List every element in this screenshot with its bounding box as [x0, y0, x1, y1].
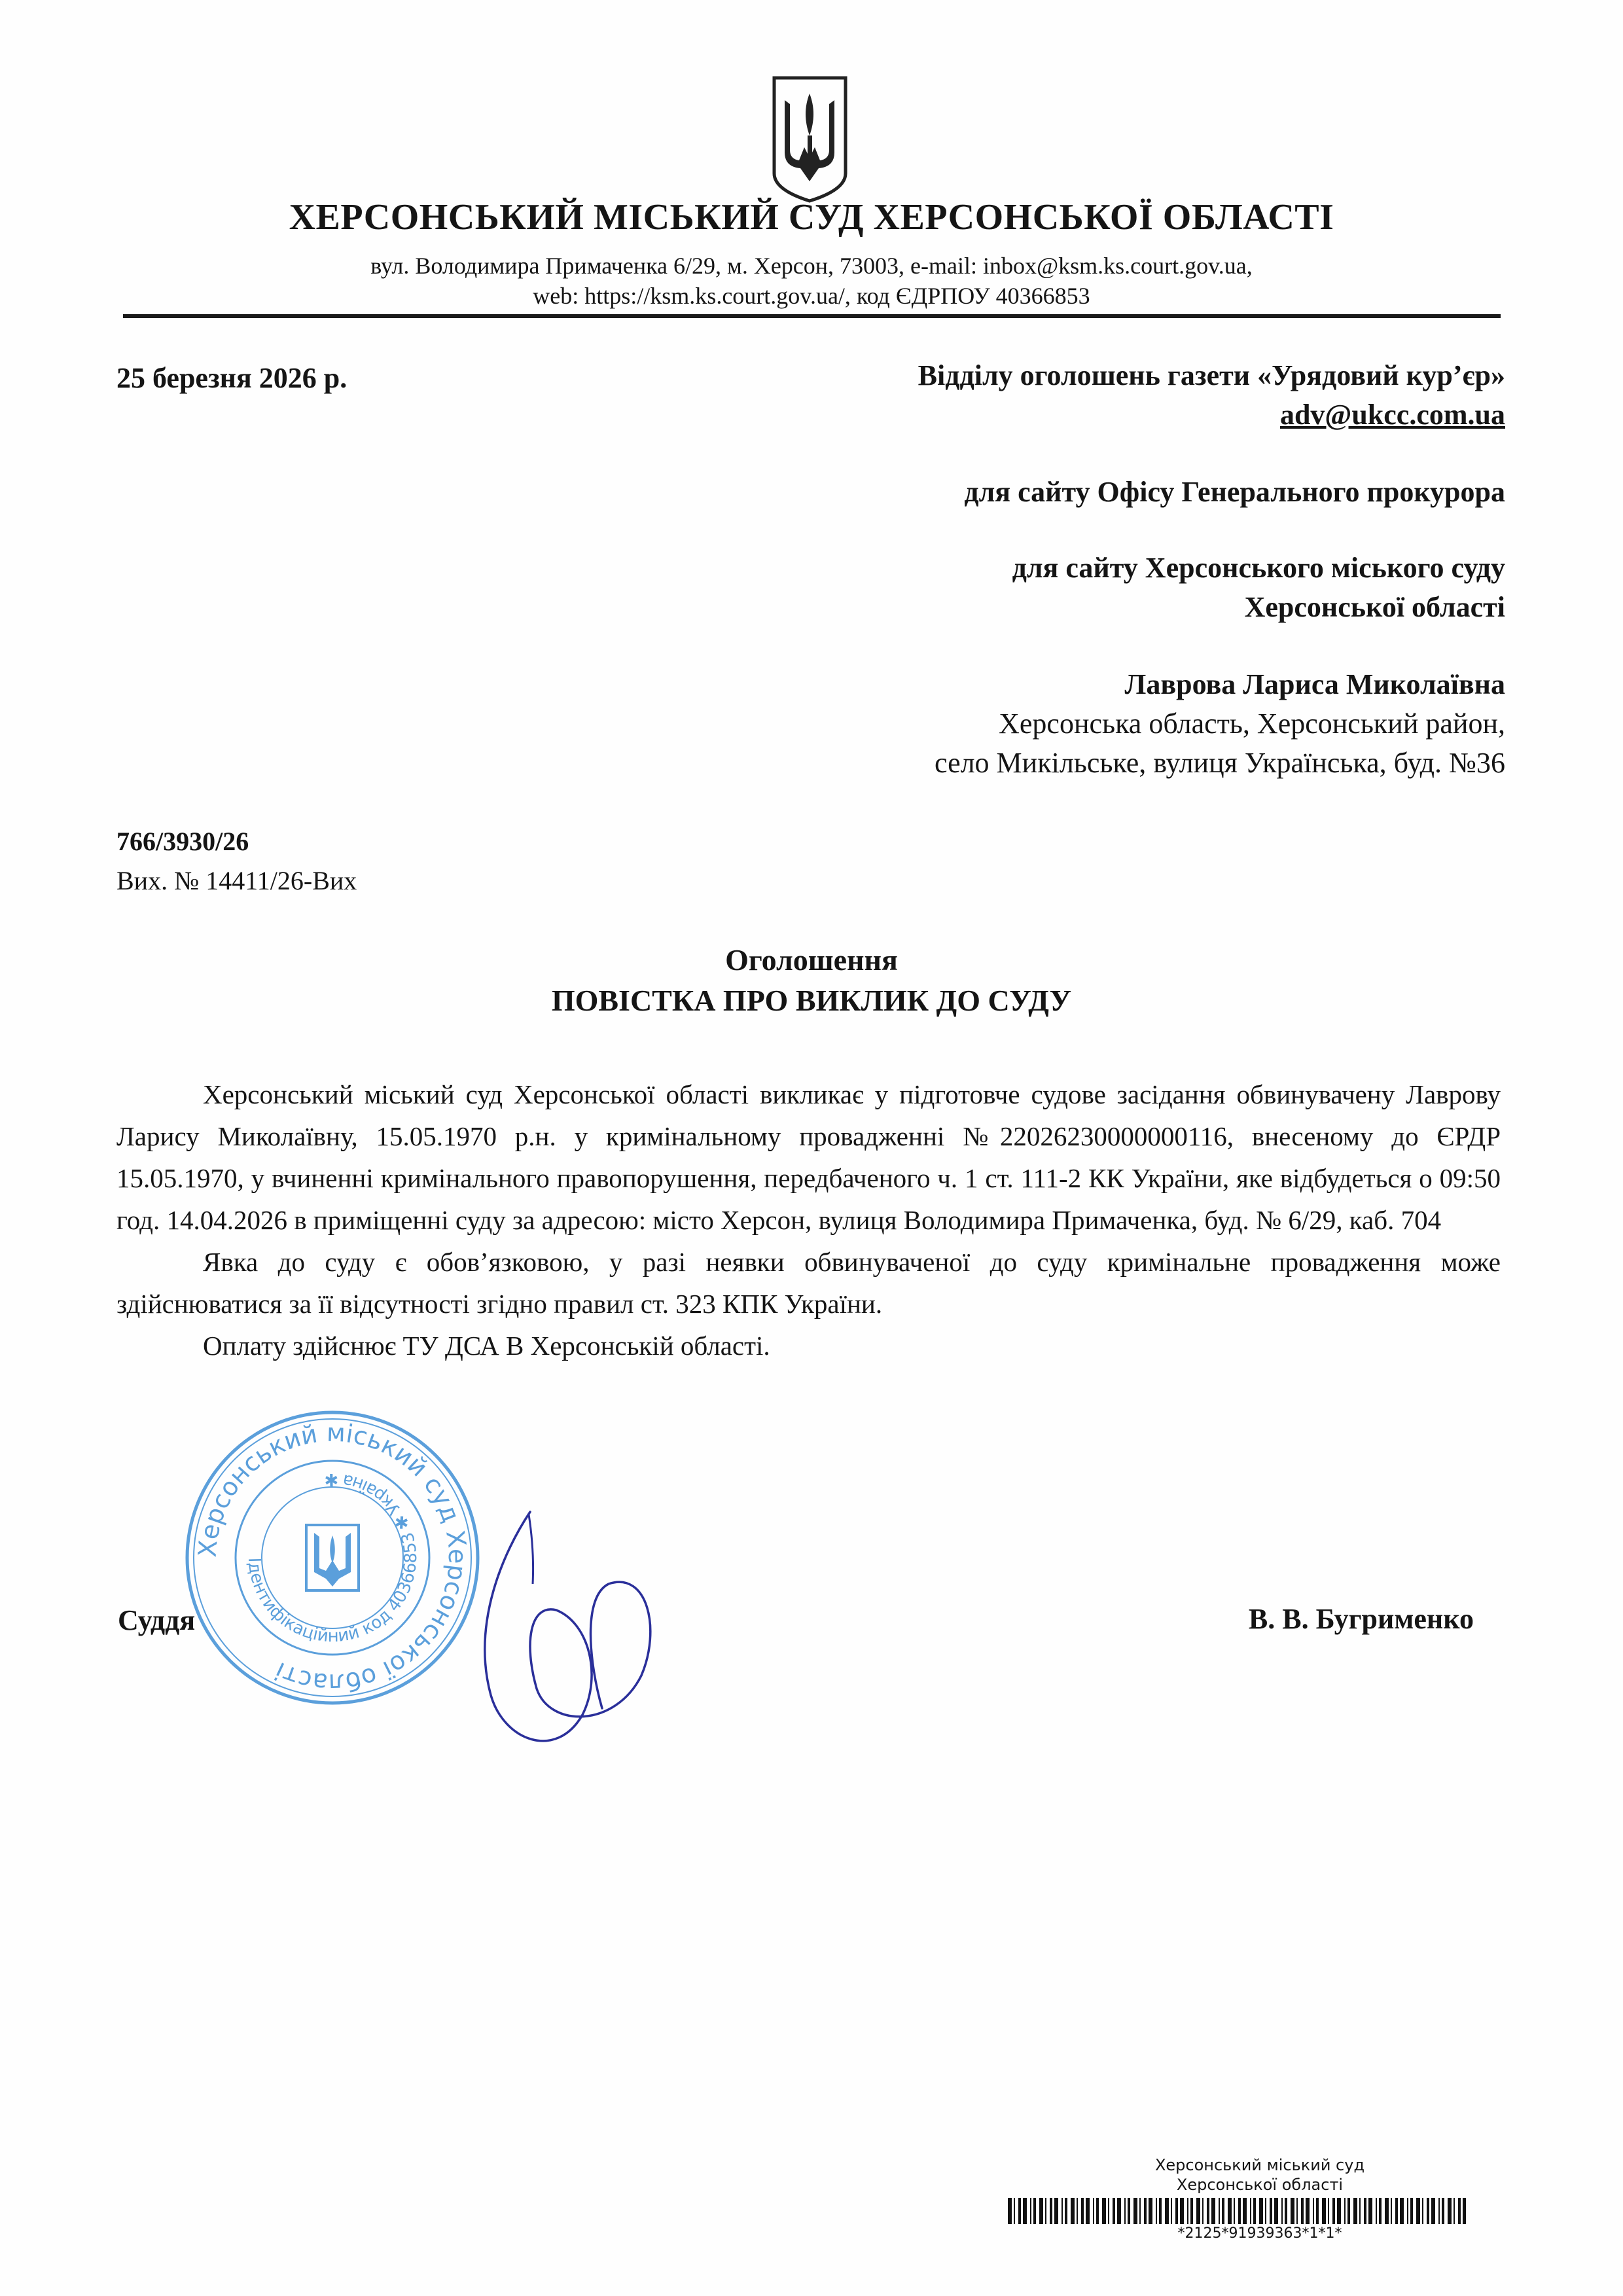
barcode-bar: [1376, 2198, 1377, 2224]
barcode-bar: [1023, 2198, 1027, 2224]
judge-label: Суддя: [118, 1604, 196, 1636]
document-barcode: [1008, 2198, 1466, 2224]
barcode-bar: [1344, 2198, 1346, 2224]
barcode-bar: [1159, 2198, 1162, 2224]
recipient-newspaper-email[interactable]: adv@ukcc.com.ua: [1279, 399, 1505, 431]
svg-text:Ідентифікаційний код 40366853: Ідентифікаційний код 40366853 ✱ Україна ✱: [243, 1469, 421, 1647]
body-paragraph: Херсонський міський суд Херсонської області викликає у підготовче судове засідання обвинувачену Лаврову Ларису Миколаївну, 15.05.1970 р.н. у кримінальному провадженні №22026230000000116, внесеному до ЄРДР 15.05.1970, у вчиненні кримінального правопорушення, передбаченого ч. 1 ст. 111-2 КК України, яке відбудеться о 09:50 год. 14.04.2026 в приміщенні суду за адресою: місто Херсон, вулиця Володимира Примаченка, буд. № 6/29, каб. 704: [116, 1079, 1501, 1235]
barcode-bar: [1149, 2198, 1152, 2224]
barcode-bar: [1050, 2198, 1052, 2224]
barcode-bar: [1096, 2198, 1099, 2224]
barcode-bar: [1117, 2198, 1121, 2224]
barcode-bar: [1250, 2198, 1251, 2224]
barcode-bar: [1385, 2198, 1389, 2224]
barcode-bar: [1086, 2198, 1090, 2224]
recipient-person-address-line1: Херсонська область, Херсонський район,: [999, 708, 1505, 740]
barcode-bar: [1180, 2198, 1184, 2224]
barcode-bar: [1207, 2198, 1209, 2224]
barcode-bar: [1274, 2198, 1278, 2224]
barcode-bar: [1196, 2198, 1200, 2224]
barcode-bar: [1291, 2198, 1294, 2224]
barcode-bar: [1077, 2198, 1078, 2224]
barcode-bar: [1337, 2198, 1341, 2224]
barcode-bar: [1156, 2198, 1157, 2224]
barcode-bar: [1463, 2198, 1466, 2224]
barcode-bar: [1211, 2198, 1215, 2224]
barcode-bar: [1171, 2198, 1172, 2224]
barcode-bar: [1416, 2198, 1420, 2224]
barcode-bar: [1407, 2198, 1408, 2224]
barcode-bar: [1454, 2198, 1455, 2224]
barcode-bar: [1030, 2198, 1031, 2224]
barcode-bar: [1285, 2198, 1287, 2224]
body-text: [116, 1073, 1501, 1367]
barcode-bar: [1071, 2198, 1075, 2224]
court-address-line2: web: https://ksm.ks.court.gov.ua/, код ЄДРПОУ 40366853: [533, 283, 1090, 309]
barcode-bar: [1296, 2198, 1298, 2224]
barcode-bar: [1238, 2198, 1241, 2224]
barcode-bar: [1039, 2198, 1043, 2224]
barcode-bar: [1219, 2198, 1220, 2224]
barcode-bar: [1093, 2198, 1094, 2224]
recipient-person-name: Лаврова Лариса Миколаївна: [1124, 668, 1505, 700]
barcode-bar: [1128, 2198, 1130, 2224]
svg-text:Херсонський міський суд Херсон: Херсонський міський суд Херсонської області: [192, 1418, 473, 1698]
court-title: ХЕРСОНСЬКИЙ МІСЬКИЙ СУД ХЕРСОНСЬКОЇ ОБЛАСТІ: [289, 197, 1334, 238]
barcode-bar: [1008, 2198, 1012, 2224]
barcode-bar: [1281, 2198, 1283, 2224]
barcode-bar: [1133, 2198, 1137, 2224]
body-paragraph: Оплату здійснює ТУ ДСА В Херсонській області.: [203, 1331, 770, 1361]
barcode-bar: [1253, 2198, 1256, 2224]
barcode-bar: [1234, 2198, 1235, 2224]
recipient-court-site-line2: Херсонської області: [1244, 591, 1505, 623]
barcode-bar: [1359, 2198, 1361, 2224]
summons-title: ПОВІСТКА ПРО ВИКЛИК ДО СУДУ: [551, 984, 1072, 1017]
barcode-bar: [1014, 2198, 1015, 2224]
recipient-newspaper-block: [918, 356, 1505, 435]
barcode-bar: [1364, 2198, 1366, 2224]
document-date: 25 березня 2026 р.: [116, 362, 348, 394]
barcode-bar: [1108, 2198, 1109, 2224]
recipient-person-block: [935, 665, 1505, 783]
court-seal-stamp: [175, 1401, 490, 1715]
barcode-bar: [1422, 2198, 1423, 2224]
barcode-bar: [1306, 2198, 1310, 2224]
barcode-bar: [1190, 2198, 1193, 2224]
barcode-bar: [1438, 2198, 1440, 2224]
barcode-bar: [1124, 2198, 1126, 2224]
barcode-bar: [1301, 2198, 1304, 2224]
barcode-bar: [1347, 2198, 1350, 2224]
barcode-bar: [1061, 2198, 1063, 2224]
barcode-bar: [1175, 2198, 1178, 2224]
barcode-bar: [1144, 2198, 1147, 2224]
court-address-line1: вул. Володимира Примаченка 6/29, м. Херсон, 73003, e-mail: inbox@ksm.ks.court.gov.ua,: [370, 253, 1253, 279]
barcode-bar: [1222, 2198, 1224, 2224]
footer-court-line2: Херсонської області: [1176, 2176, 1344, 2194]
recipient-court-site-block: [1012, 548, 1505, 627]
barcode-bar: [1081, 2198, 1084, 2224]
barcode-bar: [1379, 2198, 1382, 2224]
barcode-bar: [1400, 2198, 1404, 2224]
barcode-bar: [1065, 2198, 1067, 2224]
barcode-bar: [1368, 2198, 1372, 2224]
barcode-bar: [1458, 2198, 1461, 2224]
barcode-bar: [1410, 2198, 1413, 2224]
barcode-bar: [1033, 2198, 1036, 2224]
case-number: 766/3930/26: [116, 827, 249, 856]
outgoing-number: Вих. № 14411/26-Вих: [116, 866, 357, 895]
barcode-bar: [1332, 2198, 1335, 2224]
barcode-bar: [1054, 2198, 1058, 2224]
barcode-bar: [1265, 2198, 1266, 2224]
footer-court-line1: Херсонський міський суд: [1154, 2156, 1365, 2174]
barcode-bar: [1313, 2198, 1314, 2224]
announcement-title: Оголошення: [725, 943, 898, 977]
recipient-prosecutor-site: для сайту Офісу Генерального прокурора: [964, 476, 1505, 508]
judge-signature: [452, 1492, 668, 1767]
trident-icon: [769, 75, 851, 203]
barcode-bar: [1316, 2198, 1319, 2224]
recipient-court-site-line1: для сайту Херсонського міського суду: [1012, 552, 1505, 584]
barcode-bar: [1322, 2198, 1326, 2224]
barcode-bar: [1431, 2198, 1435, 2224]
barcode-bar: [1395, 2198, 1398, 2224]
recipient-person-address-line2: село Микільське, вулиця Українська, буд. №36: [935, 747, 1505, 779]
recipient-newspaper: Відділу оголошень газети «Урядовий кур’єр»: [918, 359, 1505, 391]
barcode-bar: [1427, 2198, 1429, 2224]
barcode-bar: [1270, 2198, 1272, 2224]
judge-name: В. В. Бугрименко: [1248, 1603, 1474, 1635]
barcode-bar: [1102, 2198, 1106, 2224]
barcode-bar: [1448, 2198, 1452, 2224]
barcode-bar: [1391, 2198, 1392, 2224]
header-divider: [123, 314, 1501, 318]
body-paragraph: Явка до суду є обов’язковою, у разі неявки обвинуваченої до суду кримінальне провадження може здійснюватися за її відсутності згідно правил ст. 323 КПК України.: [116, 1247, 1501, 1319]
barcode-bar: [1442, 2198, 1444, 2224]
barcode-bar: [1139, 2198, 1141, 2224]
barcode-bar: [1187, 2198, 1188, 2224]
barcode-bar: [1202, 2198, 1204, 2224]
barcode-text: *2125*91939363*1*1*: [1177, 2225, 1342, 2242]
barcode-bar: [1243, 2198, 1247, 2224]
barcode-bar: [1328, 2198, 1329, 2224]
barcode-bar: [1045, 2198, 1046, 2224]
barcode-bar: [1165, 2198, 1169, 2224]
barcode-bar: [1018, 2198, 1021, 2224]
barcode-bar: [1113, 2198, 1115, 2224]
barcode-bar: [1228, 2198, 1232, 2224]
barcode-bar: [1353, 2198, 1357, 2224]
footer-court-name: [1113, 2155, 1407, 2195]
barcode-bar: [1259, 2198, 1263, 2224]
